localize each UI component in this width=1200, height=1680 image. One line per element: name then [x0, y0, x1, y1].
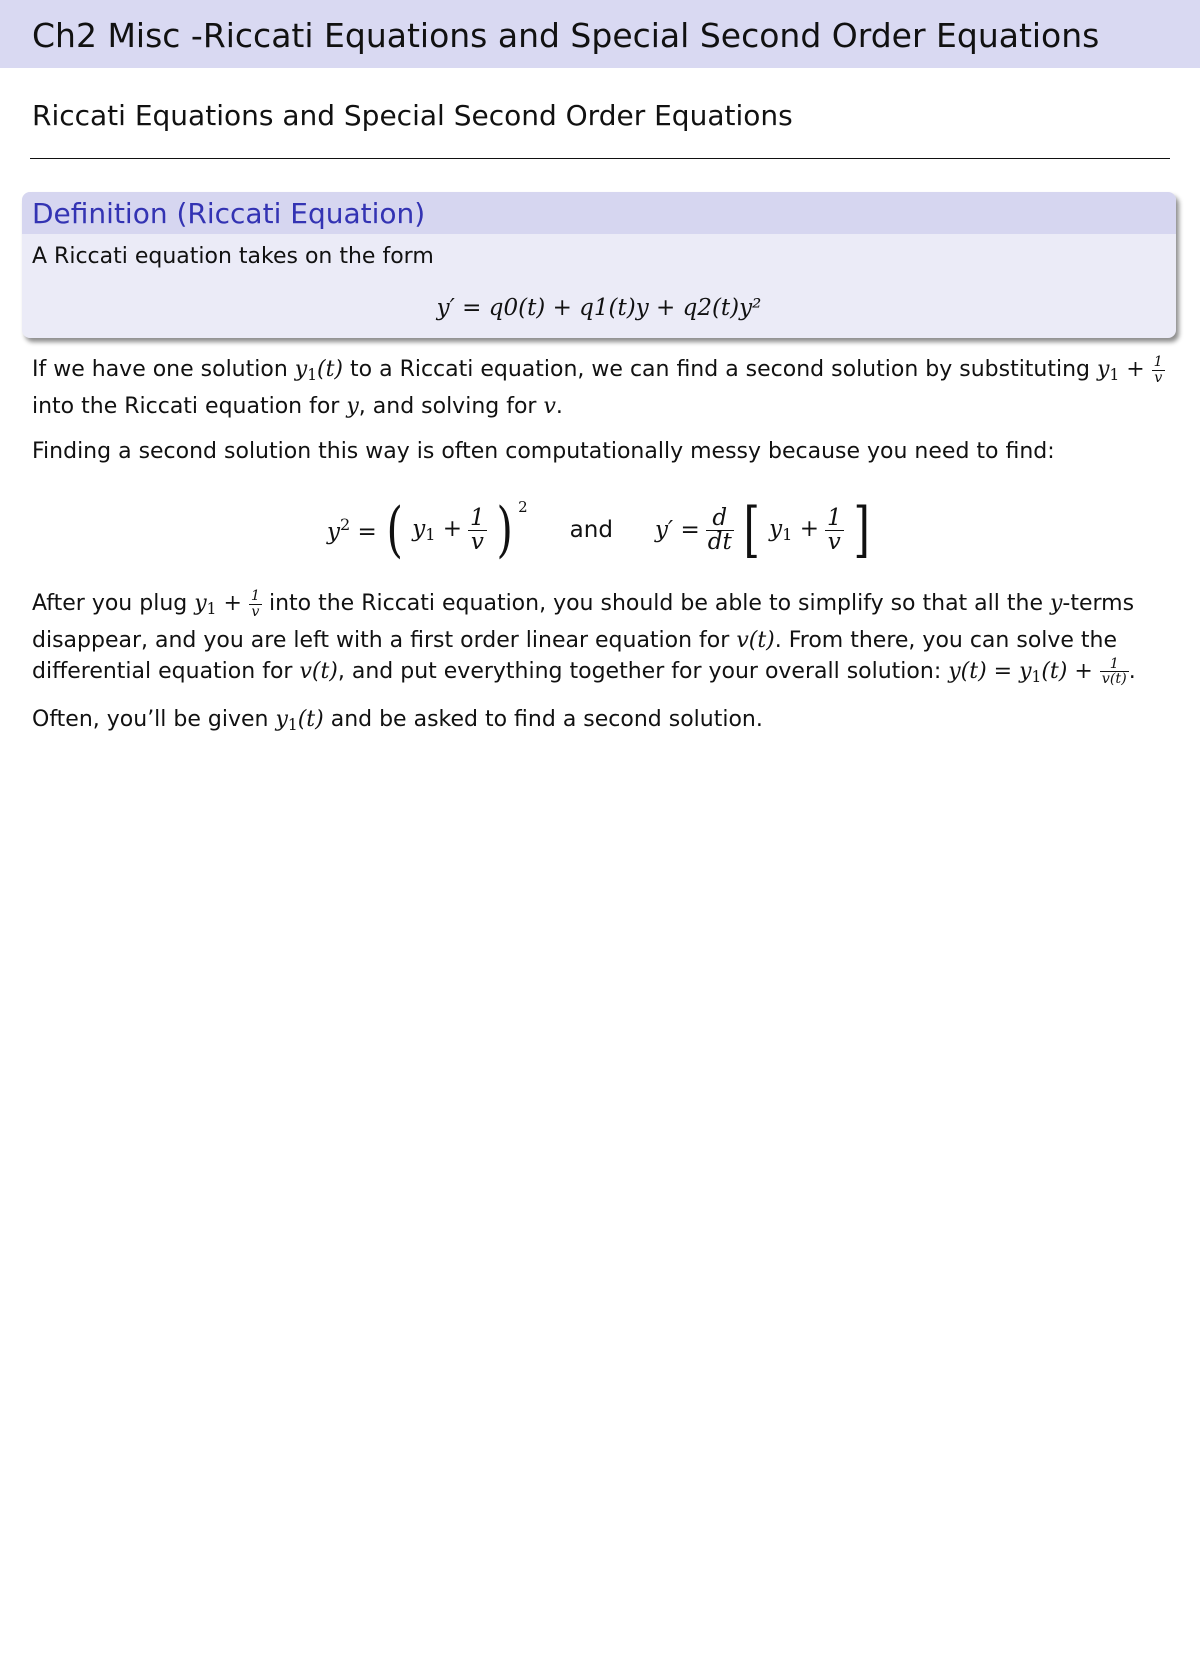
- text-fragment: . From there, you can solve the differential equation for: [32, 627, 1118, 684]
- text-fragment: into the Riccati equation, you should be able to simplify so that all the: [261, 591, 1050, 616]
- paragraph-one-solution: [32, 354, 1172, 422]
- and-word: and: [569, 517, 613, 543]
- text-fragment: into the Riccati equation for: [32, 393, 347, 419]
- math-y1-plus-1-over-v: $y_1$ + $\frac{1}{v}$: [194, 588, 260, 620]
- text-fragment: .: [1128, 658, 1136, 684]
- definition-title: Definition (Riccati Equation): [32, 197, 426, 230]
- math-y1-of-t: $y_1(t)$: [275, 707, 324, 734]
- math-y1: $y_1$ +: [412, 515, 463, 544]
- text-fragment: and be asked to find a second solution.: [323, 707, 763, 732]
- math-y-prime: y′ =: [654, 517, 700, 543]
- exponent-2: 2: [518, 498, 528, 516]
- display-equation-inner: [327, 490, 873, 570]
- frame-title-bar: [0, 0, 1200, 68]
- definition-block: [22, 192, 1176, 338]
- text-fragment: Often, you’ll be given: [32, 707, 276, 732]
- riccati-equation-text: y′ = q0(t) + q1(t)y + q2(t)y²: [436, 295, 762, 321]
- riccati-equation: [22, 292, 1176, 324]
- definition-header: [22, 192, 1176, 234]
- paragraph-often: [32, 704, 1172, 741]
- math-v-of-t: v(t): [736, 627, 775, 653]
- left-bracket: [: [743, 495, 760, 565]
- text-fragment: .: [555, 393, 563, 419]
- right-paren: ): [496, 495, 513, 565]
- text-fragment: , and solving for: [358, 393, 544, 419]
- fraction-1-over-v-bracket: $\frac{1}{v}$: [826, 504, 842, 555]
- math-y1-bracket: $y_1$ +: [769, 515, 819, 544]
- left-paren: (: [386, 495, 403, 565]
- math-y1-of-t: $y_1(t)$: [294, 357, 344, 384]
- text-fragment: , and put everything together for your overall solution:: [337, 658, 949, 684]
- section-divider: [30, 158, 1170, 159]
- right-bracket: ]: [853, 495, 870, 565]
- math-y1-plus-1-over-v: $y_1$ + $\frac{1}{v}$: [1097, 354, 1163, 386]
- math-y: y: [346, 393, 359, 419]
- fraction-1-over-v: $\frac{1}{v}$: [470, 504, 485, 555]
- paragraph-messy: Finding a second solution this way is often computationally messy because you need to find:: [32, 439, 1055, 464]
- display-equation: [0, 490, 1200, 570]
- text-fragment: -terms disappear, and you are left with a first order linear equation for: [32, 591, 1135, 653]
- paragraph-after-plug: [32, 588, 1172, 693]
- text-fragment: If we have one solution: [32, 357, 295, 382]
- text-fragment: to a Riccati equation, we can find a second solution by substituting: [343, 357, 1098, 382]
- math-v-of-t: v(t): [299, 658, 338, 684]
- text-fragment: After you plug: [32, 591, 195, 616]
- math-y: y: [1049, 591, 1063, 616]
- definition-intro: A Riccati equation takes on the form: [32, 244, 434, 269]
- section-heading: Riccati Equations and Special Second Order Equations: [32, 99, 793, 132]
- math-v: v: [543, 393, 556, 419]
- frame-title: Ch2 Misc -Riccati Equations and Special Second Order Equations: [32, 16, 1100, 55]
- math-y-squared: $y^2$ =: [326, 515, 377, 545]
- fraction-d-over-dt: $\frac{d}{dt}$: [707, 504, 732, 555]
- math-overall-solution: $y(t) = y_1(t)$ + $\frac{1}{v(t)}$: [948, 656, 1127, 688]
